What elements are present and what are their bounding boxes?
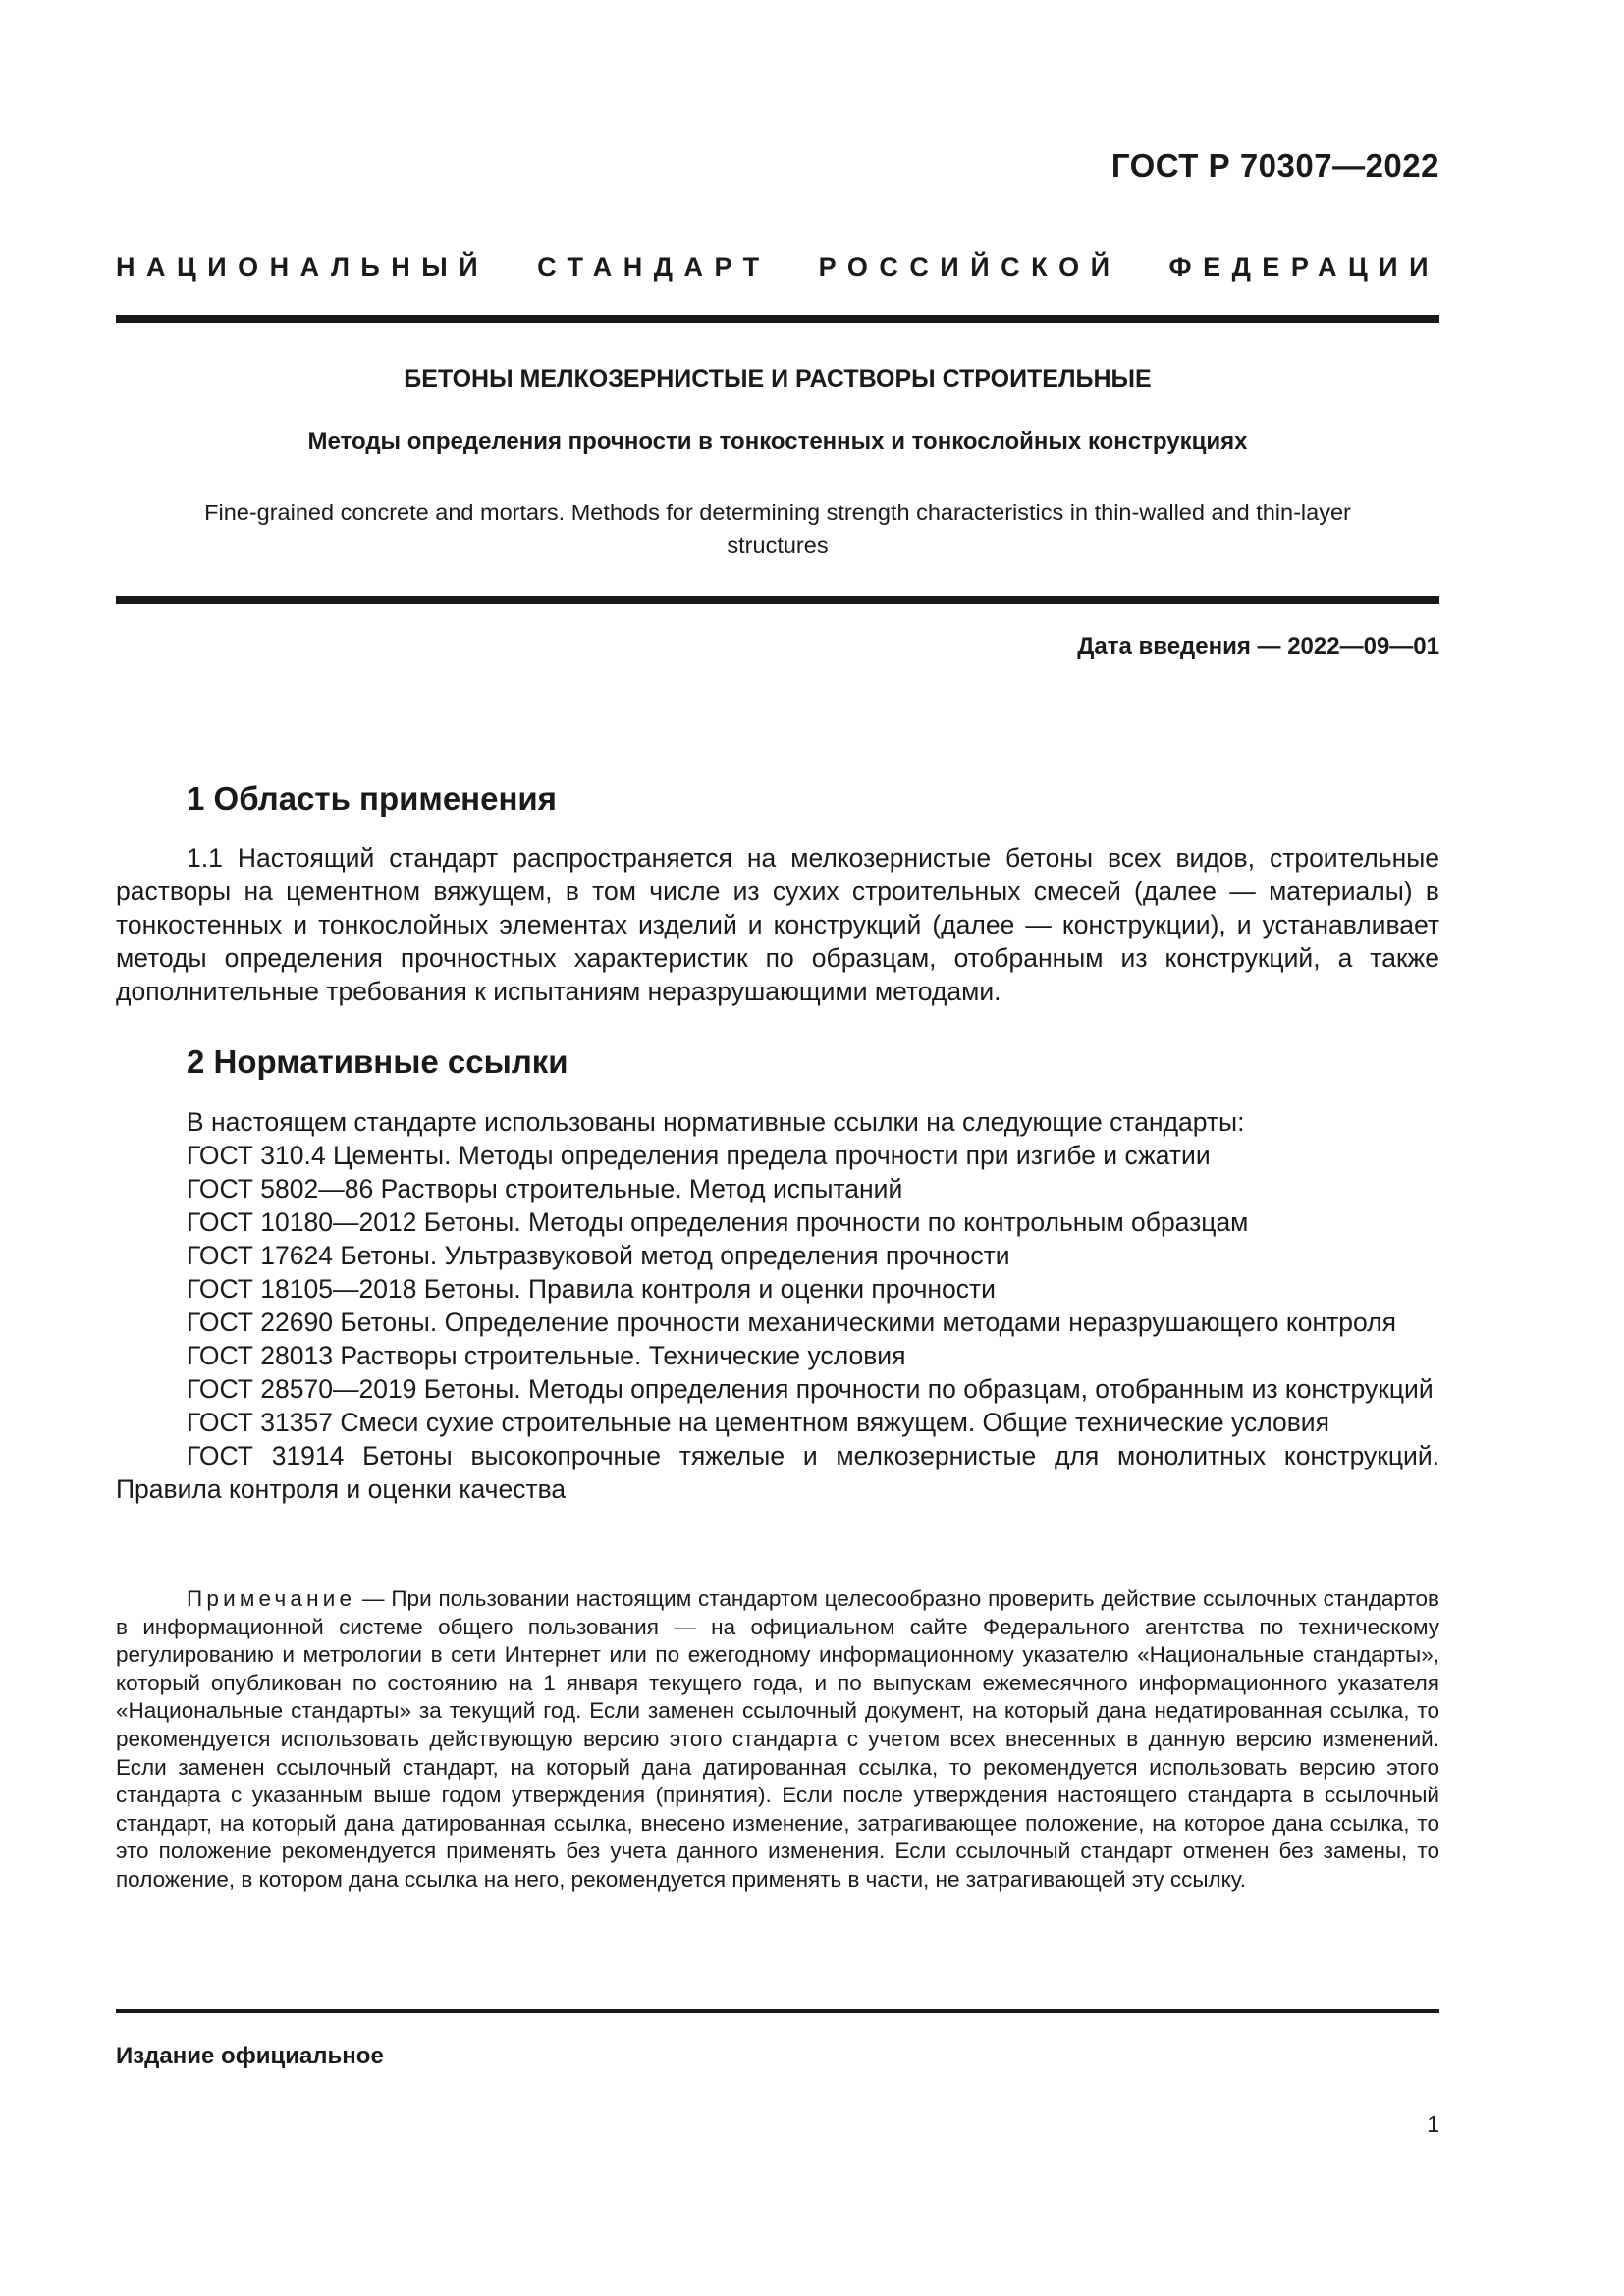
references-note [116,1585,1439,1895]
section-heading-scope: 1 Область применения [187,780,557,817]
reference-item: ГОСТ 31357 Смеси сухие строительные на цементном вяжущем. Общие технические условия [187,1408,1329,1437]
document-title: БЕТОНЫ МЕЛКОЗЕРНИСТЫЕ И РАСТВОРЫ СТРОИТЕЛЬНЫЕ [404,365,1152,393]
footer-divider [116,2009,1439,2013]
section-heading-references: 2 Нормативные ссылки [187,1043,568,1080]
reference-item: ГОСТ 5802—86 Растворы строительные. Метод испытаний [187,1174,903,1203]
reference-item: ГОСТ 28013 Растворы строительные. Технические условия [187,1341,906,1370]
national-standard-banner: НАЦИОНАЛЬНЫЙ СТАНДАРТ РОССИЙСКОЙ ФЕДЕРАЦИИ [116,252,1439,282]
document-number: ГОСТ Р 70307—2022 [1110,147,1439,184]
reference-item: ГОСТ 18105—2018 Бетоны. Правила контроля и оценки прочности [187,1274,996,1304]
top-divider [116,315,1439,323]
page-number: 1 [1427,2111,1439,2137]
reference-item: ГОСТ 28570—2019 Бетоны. Методы определения прочности по образцам, отобранным из конструкций [187,1374,1434,1404]
note-label: Примечание [187,1586,356,1611]
reference-item: ГОСТ 10180—2012 Бетоны. Методы определения прочности по контрольным образцам [187,1207,1249,1237]
reference-item: ГОСТ 31914 Бетоны высокопрочные тяжелые и мелкозернистые для монолитных конструкций. Правила контроля и оценки качества [116,1441,1439,1504]
reference-item: ГОСТ 22690 Бетоны. Определение прочности механическими методами неразрушающего контроля [187,1308,1396,1337]
document-subtitle: Методы определения прочности в тонкостенных и тонкослойных конструкциях [307,428,1248,454]
normative-references-list [116,1105,1439,1506]
official-edition-label: Издание официальное [116,2043,384,2069]
reference-item: ГОСТ 310.4 Цементы. Методы определения предела прочности при изгибе и сжатии [187,1141,1211,1170]
english-title: Fine-grained concrete and mortars. Methods for determining strength characteristics in thin-walled and thin-layer structures [204,500,1351,558]
reference-item: ГОСТ 17624 Бетоны. Ультразвуковой метод определения прочности [187,1241,1010,1270]
title-divider [116,596,1439,604]
note-text: — При пользовании настоящим стандартом целесообразно проверить действие ссылочных стандартов в информационной системе общего пользования — на официальном сайте Федерального агентства по техническому регулированию и метрологии в сети Интернет или по ежегодному информационному указателю «Национальные стандарты», который опубликован по состоянию на 1 января текущего года, и по выпускам ежемесячного информационного указателя «Национальные стандарты» за текущий год. Если заменен ссылочный документ, на который дана недатированная ссылка, то рекомендуется использовать действующую версию этого стандарта с учетом всех внесенных в данную версию изменений. Если заменен ссылочный стандарт, на который дана датированная ссылка, то рекомендуется использовать версию этого стандарта с указанным выше годом утверждения (принятия). Если после утверждения настоящего стандарта в ссылочный стандарт, на который дана датированная ссылка, внесено изменение, затрагивающее положение, на которое дана ссылка, то это положение рекомендуется применять без учета данного изменения. Если ссылочный стандарт отменен без замены, то положение, в котором дана ссылка на него, рекомендуется применять в части, не затрагивающей эту ссылку. [116,1586,1439,1892]
introduction-date: Дата введения — 2022—09—01 [1077,633,1439,660]
references-intro: В настоящем стандарте использованы нормативные ссылки на следующие стандарты: [187,1107,1245,1137]
scope-paragraph: 1.1 Настоящий стандарт распространяется на мелкозернистые бетоны всех видов, строительные растворы на цементном вяжущем, в том числе из сухих строительных смесей (далее — материалы) в тонкостенных и тонкослойных элементах изделий и конструкций (далее — конструкции), и устанавливает методы определения прочностных характеристик по образцам, отобранным из конструкций, а также дополнительные требования к испытаниям неразрушающими методами. [116,843,1439,1006]
